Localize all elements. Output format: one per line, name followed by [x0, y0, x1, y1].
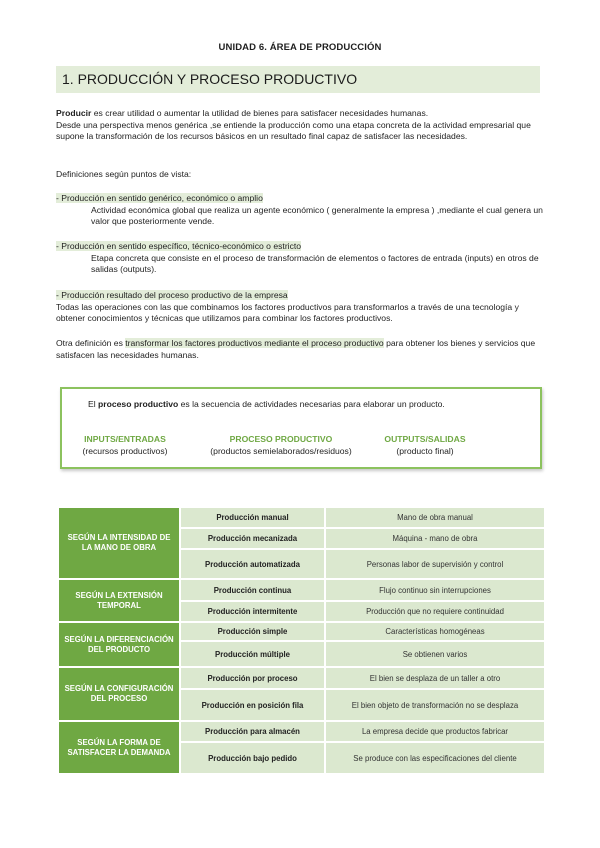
- production-type: Producción simple: [180, 622, 325, 641]
- inputs-heading: INPUTS/ENTRADAS: [84, 434, 166, 444]
- production-description: Personas labor de supervisión y control: [325, 549, 545, 579]
- section-title: 1. PRODUCCIÓN Y PROCESO PRODUCTIVO: [56, 66, 540, 93]
- outputs-sub: (producto final): [396, 446, 454, 456]
- production-type: Producción manual: [180, 507, 325, 528]
- outputs-column: [370, 433, 480, 457]
- definition-generic: [56, 193, 544, 228]
- other-def-after: para obtener los bienes y servicios que satisfacen las necesidades humanas.: [56, 338, 536, 360]
- definitions-heading: Definiciones según puntos de vista:: [56, 169, 192, 179]
- production-type: Producción mecanizada: [180, 528, 325, 549]
- inputs-column: [70, 433, 180, 457]
- table-row: [58, 507, 545, 528]
- production-description: Flujo continuo sin interrupciones: [325, 579, 545, 601]
- process-box: [60, 387, 542, 469]
- definition-title: - Producción en sentido genérico, económico o amplio: [56, 193, 263, 203]
- production-type: Producción continua: [180, 579, 325, 601]
- production-description: Máquina - mano de obra: [325, 528, 545, 549]
- production-type: Producción bajo pedido: [180, 742, 325, 774]
- group-label: SEGÚN LA FORMA DE SATISFACER LA DEMANDA: [58, 721, 180, 774]
- intro-line-2: Desde una perspectiva menos genérica ,se entiende la producción como una etapa concreta de la actividad empresarial que supone la transformación de los recursos básicos en un resultado final capaz de satisfacer las necesidades.: [56, 119, 531, 142]
- outputs-heading: OUTPUTS/SALIDAS: [384, 434, 466, 444]
- process-term: proceso productivo: [98, 399, 179, 409]
- table-row: [58, 579, 545, 601]
- group-label: SEGÚN LA INTENSIDAD DE LA MANO DE OBRA: [58, 507, 180, 579]
- definition-specific: [56, 241, 544, 276]
- production-description: Se obtienen varios: [325, 641, 545, 667]
- production-type: Producción en posición fila: [180, 689, 325, 721]
- production-description: Mano de obra manual: [325, 507, 545, 528]
- definition-body: Todas las operaciones con las que combinamos los factores productivos para transformarlos a través de una tecnología y obtener conocimientos y técnicas que utilizamos para combinar los factores productivos.: [56, 301, 519, 324]
- production-description: Se produce con las especificaciones del cliente: [325, 742, 545, 774]
- unit-title: UNIDAD 6. ÁREA DE PRODUCCIÓN: [218, 42, 382, 53]
- definition-body: Actividad económica global que realiza un agente económico ( generalmente la empresa ) ,mediante el cual genera un valor que posteriormente vende.: [91, 204, 543, 227]
- production-type: Producción por proceso: [180, 667, 325, 689]
- process-sub: (productos semielaborados/residuos): [210, 446, 352, 456]
- process-column: [196, 433, 366, 457]
- production-type: Producción múltiple: [180, 641, 325, 667]
- other-definition: [56, 338, 544, 361]
- process-heading: PROCESO PRODUCTIVO: [229, 434, 333, 444]
- definition-title: - Producción resultado del proceso productivo de la empresa: [56, 290, 288, 300]
- production-description: El bien se desplaza de un taller a otro: [325, 667, 545, 689]
- production-description: Características homogéneas: [325, 622, 545, 641]
- table-row: [58, 721, 545, 742]
- definition-result: [56, 290, 544, 325]
- group-label: SEGÚN LA DIFERENCIACIÓN DEL PRODUCTO: [58, 622, 180, 667]
- production-description: La empresa decide que productos fabricar: [325, 721, 545, 742]
- intro-term: Producir: [56, 108, 92, 118]
- table-row: [58, 667, 545, 689]
- intro-line-1: es crear utilidad o aumentar la utilidad de bienes para satisfacer necesidades humanas.: [91, 108, 429, 118]
- process-definition: El proceso productivo es la secuencia de actividades necesarias para elaborar un producto.: [88, 399, 445, 409]
- production-type: Producción automatizada: [180, 549, 325, 579]
- production-type: Producción intermitente: [180, 601, 325, 622]
- intro-paragraph: [56, 108, 544, 143]
- other-def-before: Otra definición es: [56, 338, 126, 348]
- group-label: SEGÚN LA CONFIGURACIÓN DEL PROCESO: [58, 667, 180, 721]
- production-description: Producción que no requiere continuidad: [325, 601, 545, 622]
- definition-title: - Producción en sentido específico, técnico-económico o estricto: [56, 241, 302, 251]
- production-type: Producción para almacén: [180, 721, 325, 742]
- inputs-sub: (recursos productivos): [82, 446, 168, 456]
- other-def-highlight: transformar los factores productivos mediante el proceso productivo: [125, 338, 384, 348]
- classification-table: [57, 506, 546, 775]
- table-row: [58, 622, 545, 641]
- production-description: El bien objeto de transformación no se desplaza: [325, 689, 545, 721]
- definition-body: Etapa concreta que consiste en el proceso de transformación de elementos o factores de entrada (inputs) en otros de salidas (outputs).: [91, 252, 539, 275]
- group-label: SEGÚN LA EXTENSIÓN TEMPORAL: [58, 579, 180, 622]
